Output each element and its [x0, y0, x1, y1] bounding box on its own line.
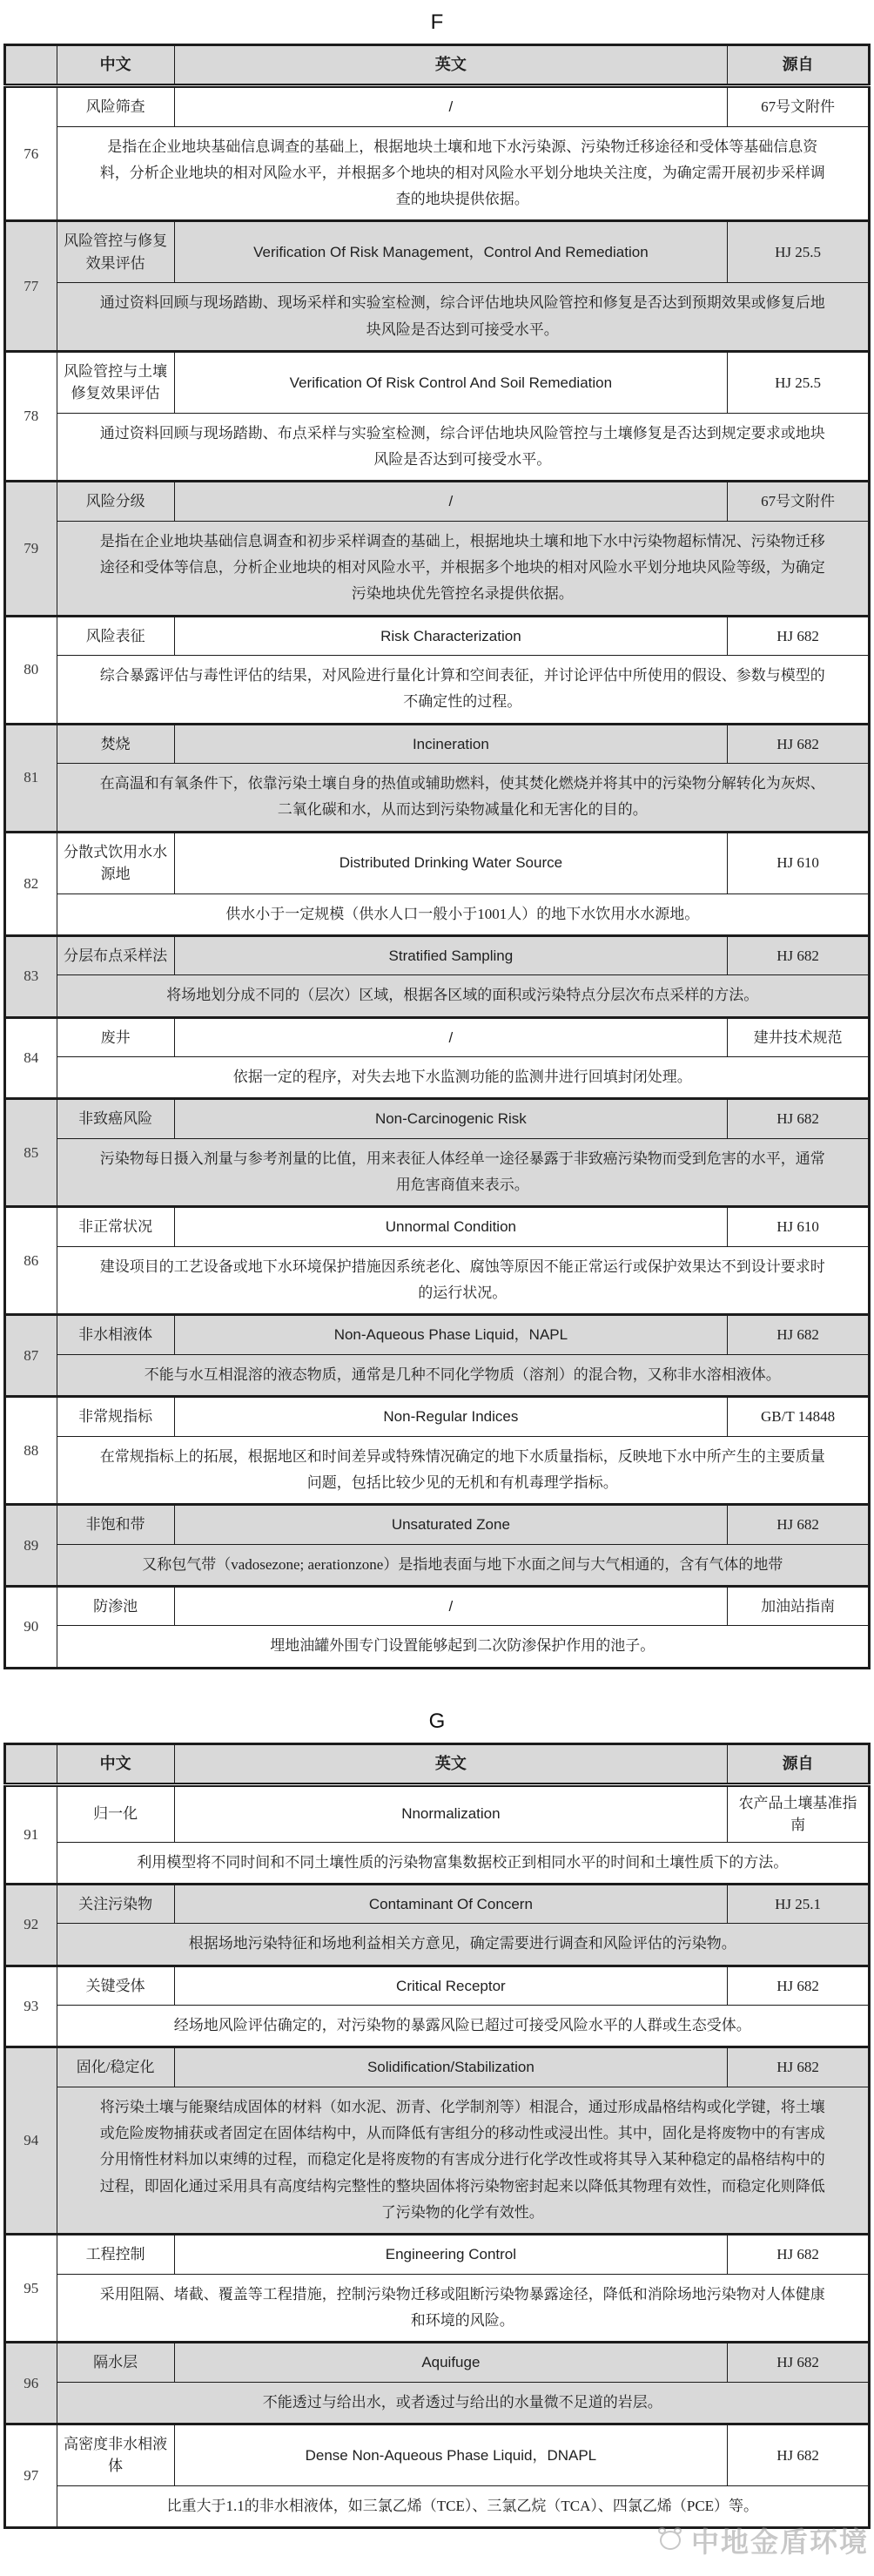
english-term-cell: Non-Aqueous Phase Liquid，NAPL: [174, 1315, 728, 1355]
term-row: [5, 935, 870, 975]
chinese-term-cell: 非正常状况: [57, 1207, 174, 1247]
chinese-term-cell: 防渗池: [57, 1586, 174, 1626]
row-number-cell: 82: [5, 832, 57, 935]
english-term-cell: Non-Regular Indices: [174, 1397, 728, 1437]
definition-row: [5, 2006, 870, 2047]
col-header-index: [5, 45, 57, 86]
col-header-chinese: 中文: [57, 45, 174, 86]
english-term-cell: Verification Of Risk Control And Soil Remediation: [174, 351, 728, 413]
source-cell: HJ 682: [728, 1099, 870, 1139]
english-term-cell: /: [174, 1017, 728, 1057]
col-header-index: [5, 1743, 57, 1784]
definition-row: [5, 1842, 870, 1884]
definition-row: [5, 2485, 870, 2527]
chinese-term-cell: 分层布点采样法: [57, 935, 174, 975]
definition-row: [5, 521, 870, 616]
definition-row: [5, 2087, 870, 2234]
chinese-term-cell: 非致癌风险: [57, 1099, 174, 1139]
source-cell: HJ 682: [728, 2047, 870, 2087]
english-term-cell: /: [174, 482, 728, 522]
row-number-cell: 78: [5, 351, 57, 482]
row-number-cell: 95: [5, 2235, 57, 2343]
definition-cell: 通过资料回顾与现场踏勘、布点采样与实验室检测，综合评估地块风险管控与土壤修复是否达到规定要求或地块风险是否达到可接受水平。: [57, 413, 869, 482]
english-term-cell: Dense Non-Aqueous Phase Liquid，DNAPL: [174, 2424, 728, 2485]
english-term-cell: Stratified Sampling: [174, 935, 728, 975]
definition-row: [5, 1626, 870, 1668]
term-row: [5, 1884, 870, 1924]
definition-row: [5, 2382, 870, 2424]
row-number-cell: 83: [5, 935, 57, 1017]
term-row: [5, 1397, 870, 1437]
english-term-cell: Aquifuge: [174, 2343, 728, 2383]
chinese-term-cell: 风险分级: [57, 482, 174, 522]
definition-row: [5, 1544, 870, 1586]
row-number-cell: 84: [5, 1017, 57, 1099]
term-row: [5, 2424, 870, 2485]
col-header-english: 英文: [174, 1743, 728, 1784]
source-cell: 67号文附件: [728, 482, 870, 522]
source-cell: HJ 682: [728, 2343, 870, 2383]
definition-row: [5, 2274, 870, 2343]
row-number-cell: 97: [5, 2424, 57, 2527]
row-number-cell: 80: [5, 616, 57, 724]
row-number-cell: 77: [5, 221, 57, 352]
term-row: [5, 616, 870, 656]
source-cell: HJ 682: [728, 1315, 870, 1355]
source-cell: 农产品土壤基准指南: [728, 1784, 870, 1842]
english-term-cell: Distributed Drinking Water Source: [174, 832, 728, 894]
glossary-table: [3, 1743, 871, 2530]
definition-row: [5, 126, 870, 221]
term-row: [5, 1315, 870, 1355]
term-row: [5, 2235, 870, 2275]
chinese-term-cell: 固化/稳定化: [57, 2047, 174, 2087]
chinese-term-cell: 关键受体: [57, 1966, 174, 2006]
glossary-table: [3, 44, 871, 1669]
definition-row: [5, 975, 870, 1017]
term-row: [5, 1099, 870, 1139]
row-number-cell: 90: [5, 1586, 57, 1668]
term-row: [5, 1017, 870, 1057]
definition-cell: 将场地划分成不同的（层次）区域，根据各区域的面积或污染特点分层次布点采样的方法。: [57, 975, 869, 1017]
chinese-term-cell: 非饱和带: [57, 1505, 174, 1545]
row-number-cell: 76: [5, 86, 57, 221]
chinese-term-cell: 风险表征: [57, 616, 174, 656]
chinese-term-cell: 非常规指标: [57, 1397, 174, 1437]
chinese-term-cell: 非水相液体: [57, 1315, 174, 1355]
term-row: [5, 1505, 870, 1545]
definition-row: [5, 413, 870, 482]
definition-cell: 经场地风险评估确定的，对污染物的暴露风险已超过可接受风险水平的人群或生态受体。: [57, 2006, 869, 2047]
term-row: [5, 1784, 870, 1842]
term-row: [5, 2343, 870, 2383]
source-cell: 加油站指南: [728, 1586, 870, 1626]
row-number-cell: 86: [5, 1207, 57, 1315]
header-row: [5, 45, 870, 86]
chinese-term-cell: 归一化: [57, 1784, 174, 1842]
definition-cell: 在常规指标上的拓展，根据地区和时间差异或特殊情况确定的地下水质量指标，反映地下水中所产生的主要质量问题，包括比较少见的无机和有机毒理学指标。: [57, 1436, 869, 1505]
definition-cell: 埋地油罐外围专门设置能够起到二次防渗保护作用的池子。: [57, 1626, 869, 1668]
definition-cell: 将污染土壤与能聚结成固体的材料（如水泥、沥青、化学制剂等）相混合，通过形成晶格结构或化学键，将土壤或危险废物捕获或者固定在固体结构中，从而降低有害组分的移动性或浸出性。其中，固化是将废物中的有害成分用惰性材料加以束缚的过程，而稳定化是将废物的有害成分进行化学改性或将其导入某种稳定的晶格结构中的过程，即固化通过采用具有高度结构完整性的整块固体将污染物密封起来以降低其物理有效性，而稳定化则降低了污染物的化学有效性。: [57, 2087, 869, 2234]
sections-container: [3, 10, 871, 2529]
glossary-section: [3, 10, 871, 1669]
term-row: [5, 351, 870, 413]
row-number-cell: 87: [5, 1315, 57, 1397]
row-number-cell: 81: [5, 724, 57, 832]
english-term-cell: Risk Characterization: [174, 616, 728, 656]
term-row: [5, 2047, 870, 2087]
english-term-cell: Engineering Control: [174, 2235, 728, 2275]
source-cell: HJ 682: [728, 2424, 870, 2485]
term-row: [5, 86, 870, 127]
english-term-cell: Incineration: [174, 724, 728, 764]
definition-cell: 供水小于一定规模（供水人口一般小于1001人）的地下水饮用水水源地。: [57, 894, 869, 935]
english-term-cell: Unsaturated Zone: [174, 1505, 728, 1545]
english-term-cell: Verification Of Risk Management，Control And Remediation: [174, 221, 728, 283]
english-term-cell: Nnormalization: [174, 1784, 728, 1842]
source-cell: HJ 682: [728, 2235, 870, 2275]
source-cell: HJ 610: [728, 832, 870, 894]
definition-cell: 利用模型将不同时间和不同土壤性质的污染物富集数据校正到相同水平的时间和土壤性质下的方法。: [57, 1842, 869, 1884]
chinese-term-cell: 焚烧: [57, 724, 174, 764]
term-row: [5, 221, 870, 283]
definition-cell: 依据一定的程序，对失去地下水监测功能的监测井进行回填封闭处理。: [57, 1057, 869, 1099]
definition-row: [5, 1924, 870, 1966]
definition-cell: 根据场地污染特征和场地利益相关方意见，确定需要进行调查和风险评估的污染物。: [57, 1924, 869, 1966]
definition-row: [5, 1057, 870, 1099]
definition-row: [5, 1138, 870, 1207]
definition-row: [5, 894, 870, 935]
source-cell: HJ 610: [728, 1207, 870, 1247]
english-term-cell: Critical Receptor: [174, 1966, 728, 2006]
source-cell: HJ 682: [728, 1505, 870, 1545]
definition-row: [5, 764, 870, 833]
definition-cell: 综合暴露评估与毒性评估的结果，对风险进行量化计算和空间表征，并讨论评估中所使用的假设、参数与模型的不确定性的过程。: [57, 656, 869, 725]
chinese-term-cell: 分散式饮用水水源地: [57, 832, 174, 894]
definition-cell: 比重大于1.1的非水相液体，如三氯乙烯（TCE）、三氯乙烷（TCA）、四氯乙烯（PCE）等。: [57, 2485, 869, 2527]
row-number-cell: 93: [5, 1966, 57, 2047]
section-title: F: [430, 10, 444, 34]
chinese-term-cell: 关注污染物: [57, 1884, 174, 1924]
col-header-chinese: 中文: [57, 1743, 174, 1784]
definition-cell: 污染物每日摄入剂量与参考剂量的比值，用来表征人体经单一途径暴露于非致癌污染物而受到危害的水平，通常用危害商值来表示。: [57, 1138, 869, 1207]
definition-cell: 采用阻隔、堵截、覆盖等工程措施，控制污染物迁移或阻断污染物暴露途径，降低和消除场地污染物对人体健康和环境的风险。: [57, 2274, 869, 2343]
row-number-cell: 96: [5, 2343, 57, 2424]
watermark-panda-face-icon: [656, 2527, 686, 2553]
definition-row: [5, 1436, 870, 1505]
row-number-cell: 91: [5, 1784, 57, 1884]
chinese-term-cell: 隔水层: [57, 2343, 174, 2383]
definition-cell: 是指在企业地块基础信息调查的基础上，根据地块土壤和地下水污染源、污染物迁移途径和受体等基础信息资料，分析企业地块的相对风险水平，并根据多个地块的相对风险水平划分地块关注度，为确定需开展初步采样调查的地块提供依据。: [57, 126, 869, 221]
source-cell: GB/T 14848: [728, 1397, 870, 1437]
definition-row: [5, 656, 870, 725]
english-term-cell: /: [174, 1586, 728, 1626]
source-cell: 建井技术规范: [728, 1017, 870, 1057]
term-row: [5, 832, 870, 894]
term-row: [5, 482, 870, 522]
definition-cell: 通过资料回顾与现场踏勘、现场采样和实验室检测，综合评估地块风险管控和修复是否达到预期效果或修复后地块风险是否达到可接受水平。: [57, 283, 869, 352]
row-number-cell: 92: [5, 1884, 57, 1966]
row-number-cell: 94: [5, 2047, 57, 2235]
glossary-section: [3, 1709, 871, 2530]
row-number-cell: 89: [5, 1505, 57, 1587]
source-cell: HJ 25.1: [728, 1884, 870, 1924]
english-term-cell: Non-Carcinogenic Risk: [174, 1099, 728, 1139]
definition-cell: 不能与水互相混溶的液态物质，通常是几种不同化学物质（溶剂）的混合物，又称非水溶相液体。: [57, 1354, 869, 1396]
chinese-term-cell: 风险管控与修复效果评估: [57, 221, 174, 283]
header-row: [5, 1743, 870, 1784]
col-header-english: 英文: [174, 45, 728, 86]
watermark-text: 中地金盾环境: [690, 2526, 869, 2558]
source-cell: HJ 25.5: [728, 351, 870, 413]
definition-row: [5, 283, 870, 352]
definition-row: [5, 1246, 870, 1315]
chinese-term-cell: 风险筛查: [57, 86, 174, 127]
section-title: G: [428, 1709, 446, 1733]
source-cell: HJ 682: [728, 1966, 870, 2006]
definition-cell: 不能透过与给出水，或者透过与给出的水量微不足道的岩层。: [57, 2382, 869, 2424]
definition-cell: 是指在企业地块基础信息调查和初步采样调查的基础上，根据地块土壤和地下水中污染物超标情况、污染物迁移途径和受体等信息，分析企业地块的相对风险水平，并根据多个地块的相对风险水平划分地块风险等级，为确定污染地块优先管控名录提供依据。: [57, 521, 869, 616]
definition-cell: 又称包气带（vadosezone; aerationzone）是指地表面与地下水面之间与大气相通的，含有气体的地带: [57, 1544, 869, 1586]
source-cell: HJ 682: [728, 616, 870, 656]
col-header-source: 源自: [728, 1743, 870, 1784]
col-header-source: 源自: [728, 45, 870, 86]
source-cell: HJ 682: [728, 935, 870, 975]
chinese-term-cell: 废井: [57, 1017, 174, 1057]
row-number-cell: 85: [5, 1099, 57, 1207]
definition-row: [5, 1354, 870, 1396]
term-row: [5, 1966, 870, 2006]
english-term-cell: Contaminant Of Concern: [174, 1884, 728, 1924]
chinese-term-cell: 风险管控与土壤修复效果评估: [57, 351, 174, 413]
chinese-term-cell: 高密度非水相液体: [57, 2424, 174, 2485]
definition-cell: 在高温和有氧条件下，依靠污染土壤自身的热值或辅助燃料，使其焚化燃烧并将其中的污染物分解转化为灰烬、二氧化碳和水，从而达到污染物减量化和无害化的目的。: [57, 764, 869, 833]
row-number-cell: 88: [5, 1397, 57, 1505]
source-cell: 67号文附件: [728, 86, 870, 127]
term-row: [5, 724, 870, 764]
source-cell: HJ 682: [728, 724, 870, 764]
term-row: [5, 1207, 870, 1247]
english-term-cell: Unnormal Condition: [174, 1207, 728, 1247]
chinese-term-cell: 工程控制: [57, 2235, 174, 2275]
english-term-cell: /: [174, 86, 728, 127]
english-term-cell: Solidification/Stabilization: [174, 2047, 728, 2087]
term-row: [5, 1586, 870, 1626]
row-number-cell: 79: [5, 482, 57, 616]
definition-cell: 建设项目的工艺设备或地下水环境保护措施因系统老化、腐蚀等原因不能正常运行或保护效果达不到设计要求时的运行状况。: [57, 1246, 869, 1315]
source-cell: HJ 25.5: [728, 221, 870, 283]
